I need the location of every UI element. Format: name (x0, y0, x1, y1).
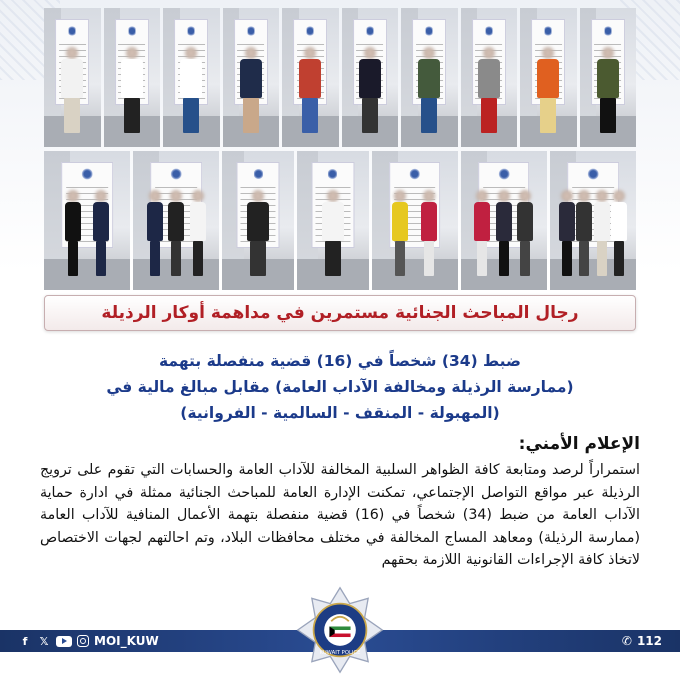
suspect-photo (163, 8, 220, 147)
blurred-person (322, 190, 344, 276)
subtitle-line-1: ضبط (34) شخصاً في (16) قضية منفصلة بتهمة (159, 352, 521, 370)
blurred-person (121, 47, 143, 133)
blurred-person (168, 190, 184, 276)
suspect-photo (223, 8, 280, 147)
blurred-person (93, 190, 109, 276)
blurred-person (478, 47, 500, 133)
blurred-person (537, 47, 559, 133)
suspect-photo (222, 151, 294, 290)
social-handle[interactable]: MOI_KUW (94, 634, 159, 648)
suspect-photo (297, 151, 369, 290)
suspect-photo (133, 151, 219, 290)
suspect-photo (461, 8, 518, 147)
suspect-photo (461, 151, 547, 290)
youtube-icon[interactable] (56, 636, 72, 647)
blurred-person (65, 190, 81, 276)
logo-text: KUWAIT POLICE (319, 649, 361, 656)
suspect-photo (580, 8, 637, 147)
suspect-photo (342, 8, 399, 147)
suspects-photo-grid (44, 8, 636, 290)
instagram-icon[interactable] (77, 635, 89, 647)
photo-row-top (44, 8, 636, 147)
facebook-icon[interactable]: f (22, 634, 28, 648)
blurred-person (147, 190, 163, 276)
subtitle-line-2: (ممارسة الرذيلة ومخالفة الآداب العامة) مقابل مبالغ مالية في (106, 378, 574, 396)
headline-banner (44, 295, 636, 331)
blurred-person (359, 47, 381, 133)
blurred-person (496, 190, 512, 276)
kuwait-police-logo (296, 586, 384, 674)
blurred-person (559, 190, 575, 276)
blurred-person (594, 190, 610, 276)
blurred-person (190, 190, 206, 276)
blurred-person (611, 190, 627, 276)
blurred-person (597, 47, 619, 133)
blurred-person (418, 47, 440, 133)
phone-number[interactable]: 112 (636, 634, 662, 648)
blurred-person (474, 190, 490, 276)
blurred-person (180, 47, 202, 133)
blurred-person (576, 190, 592, 276)
blurred-person (392, 190, 408, 276)
body-paragraph: استمراراً لرصد ومتابعة كافة الظواهر السلبية المخالفة للآداب العامة والحسابات التي تقوم على ترويج الرذيلة عبر مواقع التواصل الإجتماعي، تمكنت الإدارة العامة للمباحث الجنائية ممثلة في ادارة حماية الآداب العامة من ضبط (34) شخصاً في (16) قضية منفصلة بتهمة الأعمال المنافية للآداب العامة (ممارسة الرذيلة) ومعاهد المساج المخالفة في مختلف محافظات البلاد، وتم احالتهم لجهات الاختصاص لاتخاذ كافة الإجراءات القانونية اللازمة بحقهم (40, 462, 640, 569)
suspect-photo (401, 8, 458, 147)
suspect-photo (44, 151, 130, 290)
blurred-person (240, 47, 262, 133)
blurred-person (247, 190, 269, 276)
photo-row-bottom (44, 151, 636, 290)
subtitle-line-3: (المهبولة - المنقف - السالمية - الفروانية) (180, 404, 500, 422)
suspect-photo (104, 8, 161, 147)
phone-icon[interactable]: ✆ (621, 634, 632, 648)
section-heading: الإعلام الأمني: (518, 434, 640, 454)
blurred-person (517, 190, 533, 276)
footer-social (18, 630, 159, 652)
footer-phone (622, 630, 662, 652)
suspect-photo (520, 8, 577, 147)
blurred-person (421, 190, 437, 276)
suspect-photo (550, 151, 636, 290)
x-icon[interactable]: 𝕏 (39, 634, 49, 648)
blurred-person (299, 47, 321, 133)
suspect-photo (282, 8, 339, 147)
suspect-photo (372, 151, 458, 290)
blurred-person (61, 47, 83, 133)
suspect-photo (44, 8, 101, 147)
headline-text: رجال المباحث الجنائية مستمرين في مداهمة أوكار الرذيلة (101, 303, 579, 323)
